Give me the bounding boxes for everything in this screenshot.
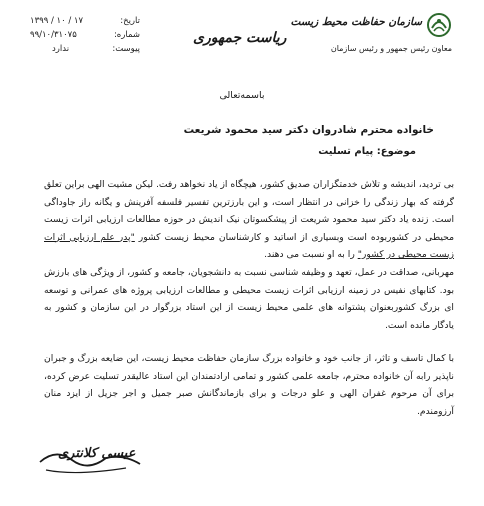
paragraph-2: مهربانی، صداقت در عمل، تعهد و وظیفه شناسی نسبت به دانشجویان، جامعه و کشور، از ویژگی های بارزش بود. کتابهای نفیس در زمینه ارزیابی اثرات زیست محیطی و مطالعات ارزیابی پروژه های عمرانی و توسعه ای بزرگ کشوربعنوان پشتوانه های علمی محیط زیست از این استاد بزرگوار در این سازمان و کشور به یادگار مانده است.	[44, 267, 454, 331]
attachment-value: ندارد	[52, 44, 70, 54]
number-value: ۹۹/۱۰/۳۱۰۷۵	[30, 30, 77, 40]
paragraph-1-text: بی تردید، اندیشه و تلاش خدمتگزاران صدیق کشور، هیچگاه از یاد نخواهد رفت. لیکن مشیت الهی براین تعلق گرفته که بهار زندگی را خزانی در انتظار است، و این بارزترین تفسیر فلسفه آفرینش و یگانه راز جاوداگی است. زنده یاد دکتر سید محمود شریعت از پیشکسوتان نیک اندیش در حوزه مطالعات ارزیابی اثرات زیست محیطی در کشوربوده است وبسیاری از اساتید و کارشناسان محیط زیست کشور	[44, 179, 454, 243]
paragraph-1-underlined: "پدر علم ارزیابی اثرات زیست محیطی در کشور"	[44, 231, 454, 260]
presidency-title: ریاست جمهوری	[193, 30, 287, 46]
subject-line: موضوع: پیام تسلیت	[318, 146, 416, 157]
date-label: تاریخ:	[120, 16, 140, 26]
meta-attachment-row	[30, 42, 140, 56]
signature-name: عیسی کلانتری	[58, 446, 136, 461]
attachment-label: پیوست:	[112, 44, 140, 54]
meta-date-row	[30, 14, 140, 28]
meta-number-row	[30, 28, 140, 42]
org-subtitle: معاون رئیس جمهور و رئیس سازمان	[330, 44, 452, 53]
paragraph-3: با کمال تاسف و تاثر، از جانب خود و خانواده بزرگ سازمان حفاظت محیط زیست، این ضایعه بزرگ و جبران ناپذیر رابه آن خانواده محترم، جامعه علمی کشور و تمامی ارادتمندان این استاد عالیقدر تسلیت عرض کرده، برای آن مرحوم غفران الهی و علو درجات و برای بازماندگانش صبر جمیل و اجر جزیل از ایزد منان آرزومندم.	[44, 353, 454, 417]
signature	[36, 440, 146, 480]
number-label: شماره:	[113, 30, 140, 40]
letter-meta	[30, 14, 140, 56]
org-name: سازمان حفاظت محیط زیست	[290, 16, 422, 28]
paragraph-1-end: را به او نسبت می دهند.	[264, 249, 358, 260]
doe-emblem-icon	[426, 12, 452, 38]
invocation: باسمه‌تعالی	[219, 90, 265, 101]
date-value: ۱۳۹۹ / ۱۰ / ۱۷	[30, 16, 84, 26]
org-logo-block	[290, 12, 452, 67]
addressee: خانواده محترم شادروان دکتر سید محمود شریعت	[183, 124, 434, 136]
paragraph-1	[44, 176, 454, 264]
